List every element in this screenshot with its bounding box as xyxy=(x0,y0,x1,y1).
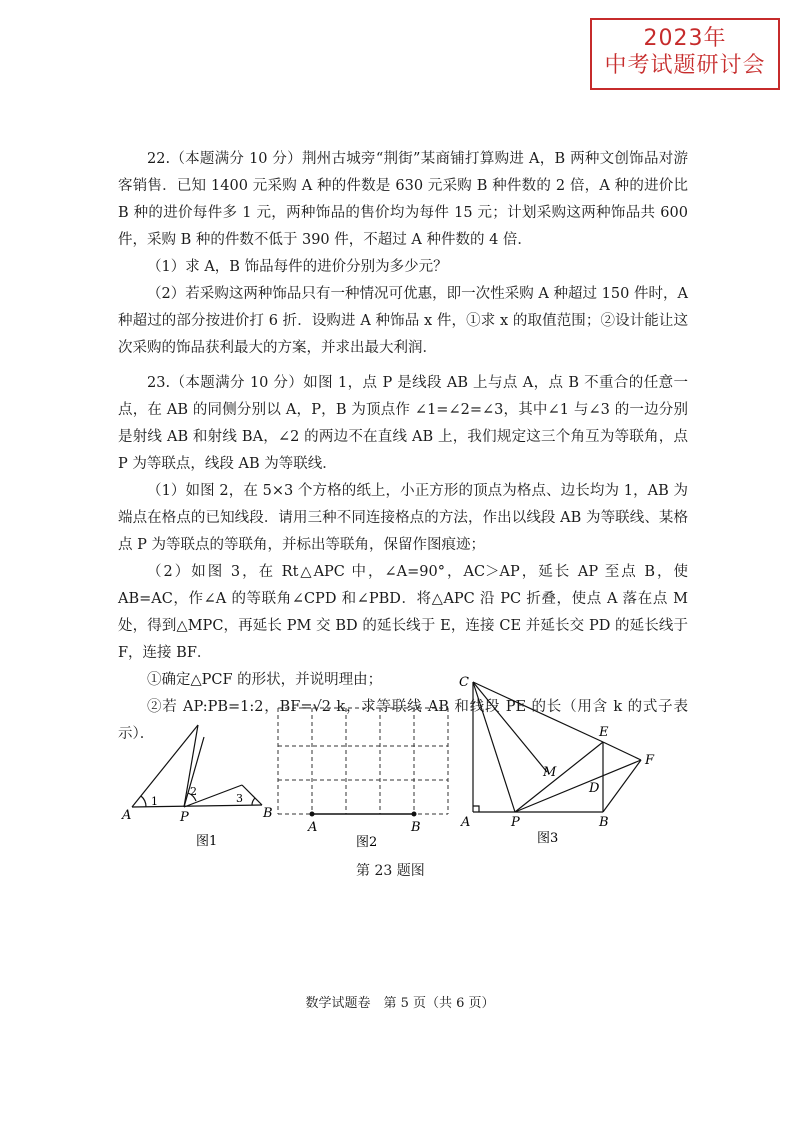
q23-part2: （2）如图 3，在 Rt△APC 中，∠A=90°，AC＞AP，延长 AP 至点 B，使 AB=AC，作∠A 的等联角∠CPD 和∠PBD．将△APC 沿 PC 折叠，使点 A 落在点 M 处，得到△MPC，再延长 PM 交 BD 的延长线于 E，连接 CE 并延长交 PD 的延长线于 F，连接 BF． xyxy=(118,564,688,661)
watermark-stamp xyxy=(590,18,780,90)
fig3-label-d: D xyxy=(589,781,600,796)
fig3-segment-cp xyxy=(473,682,515,812)
q22-part2: （2）若采购这两种饰品只有一种情况可优惠，即一次性采购 A 种超过 150 件时，A 种超过的部分按进价打 6 折．设购进 A 种饰品 x 件，①求 x 的取值范围；②设计能让这次采购的饰品获利最大的方案，并求出最大利润． xyxy=(118,286,688,356)
q23-part1: （1）如图 2，在 5×3 个方格的纸上，小正方形的顶点为格点、边长均为 1，AB 为端点在格点的已知线段．请用三种不同连接格点的方法，作出以线段 AB 为等联线、某格点 P 为等联点的等联角，并标出等联角，保留作图痕迹； xyxy=(118,483,688,553)
fig3-label-c: C xyxy=(459,675,469,690)
q23-sub2: ②若 AP:PB=1:2，BF=√2 k，求等联线 AB 和线段 PE 的长（用含 k 的式子表示）． xyxy=(118,699,688,742)
stamp-year: 2023年 xyxy=(643,26,727,51)
fig3-segment-cm xyxy=(473,682,547,772)
fig3-label-a: A xyxy=(461,815,471,830)
fig2-point-b xyxy=(412,812,417,817)
fig3-label-p: P xyxy=(511,815,520,830)
fig3-label-m: M xyxy=(543,765,557,780)
fig1-label-angle-2: 2 xyxy=(190,785,197,798)
fig3-segment-ce xyxy=(473,682,603,742)
fig1-caption: 图1 xyxy=(196,834,218,849)
fig2-label-b: B xyxy=(411,820,421,835)
page-footer: 数学试题卷 第 5 页（共 6 页） xyxy=(305,996,495,1011)
fig3-label-e: E xyxy=(599,725,609,740)
figure-1 xyxy=(120,715,280,855)
q22-intro: 22.（本题满分 10 分）荆州古城旁“荆街”某商铺打算购进 A，B 两种文创饰品对游客销售．已知 1400 元采购 A 种的件数是 630 元采购 B 种件数的 2 倍，A 种的进价比 B 种的进价每件多 1 元，两种饰品的售价均为每件 15 元；计划采购这两种饰品共 600 件，采购 B 种的件数不低于 390 件，不超过 A 种件数的 4 倍． xyxy=(118,151,688,248)
q22-part1: （1）求 A，B 饰品每件的进价分别为多少元？ xyxy=(147,259,448,275)
fig3-right-angle-a xyxy=(473,806,479,812)
fig3-label-b: B xyxy=(599,815,609,830)
fig2-grid xyxy=(278,708,448,814)
q23-sub1: ①确定△PCF 的形状，并说明理由； xyxy=(147,672,383,688)
figure-3 xyxy=(455,672,675,857)
fig2-point-a xyxy=(310,812,315,817)
fig1-label-b: B xyxy=(263,806,273,821)
question-22 xyxy=(118,146,688,362)
fig1-angle-3-arc xyxy=(252,798,255,805)
fig2-caption: 图2 xyxy=(356,835,378,850)
fig1-label-angle-3: 3 xyxy=(236,792,243,805)
figure-group-caption: 第 23 题图 xyxy=(356,863,425,879)
fig3-caption: 图3 xyxy=(537,831,559,846)
fig1-angle-1-arc xyxy=(141,796,146,807)
fig3-label-f: F xyxy=(645,753,655,768)
fig3-segment-pe xyxy=(515,742,603,812)
figure-2 xyxy=(270,700,460,855)
fig1-label-angle-1: 1 xyxy=(151,795,158,808)
fig2-label-a: A xyxy=(308,820,318,835)
q23-intro: 23.（本题满分 10 分）如图 1，点 P 是线段 AB 上与点 A，点 B 不重合的任意一点，在 AB 的同侧分别以 A，P，B 为顶点作 ∠1=∠2=∠3，其中∠1 与∠3 的一边分别是射线 AB 和射线 BA，∠2 的两边不在直线 AB 上，我们规定这三个角互为等联角，点 P 为等联点，线段 AB 为等联线． xyxy=(118,375,688,472)
fig1-label-a: A xyxy=(122,808,132,823)
fig1-label-p: P xyxy=(180,810,189,825)
fig3-segment-ef xyxy=(603,742,641,760)
stamp-title: 中考试题研讨会 xyxy=(604,53,766,78)
